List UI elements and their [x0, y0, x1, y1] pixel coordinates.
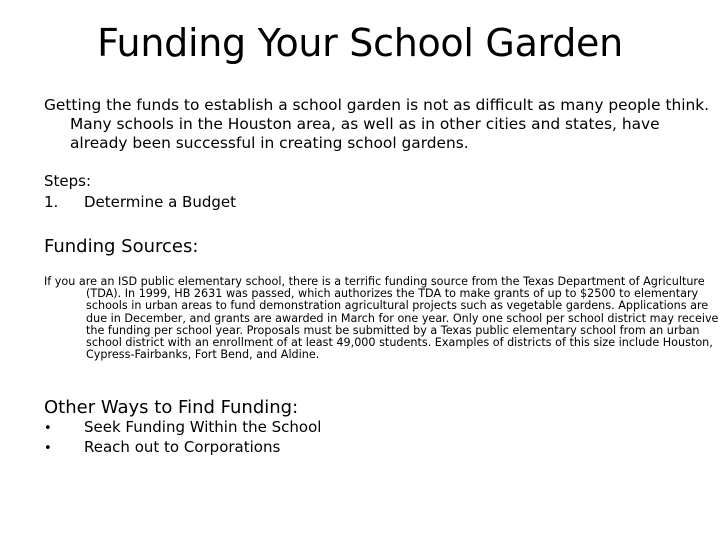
other-ways-heading: Other Ways to Find Funding: — [44, 397, 299, 418]
bullet-text: Reach out to Corporations — [84, 438, 281, 456]
funding-sources-heading: Funding Sources: — [44, 236, 199, 257]
funding-paragraph: If you are an ISD public elementary school, there is a terrific funding source from the Texas Department of Agriculture (TDA). In 1999, HB 2631 was passed, which authorizes the TDA to make grants of up to $2500 to elementary schools in urban areas to fund demonstration agricultural projects such as vegetable gardens. Applications are due in December, and grants are awarded in March for one year. Only one school per school district may receive the funding per school year. Proposals must be submitted by a Texas public elementary school from an urban school district with an enrollment of at least 49,000 students. Examples of districts of this size include Houston, Cypress-Fairbanks, Fort Bend, and Aldine. — [44, 275, 719, 362]
bullet-icon: • — [44, 441, 52, 456]
steps-heading: Steps: — [44, 172, 92, 190]
slide-title: Funding Your School Garden — [97, 21, 623, 65]
bullet-text: Seek Funding Within the School — [84, 418, 322, 436]
bullet-item — [44, 418, 321, 438]
bullet-item — [44, 438, 280, 458]
bullet-icon: • — [44, 421, 52, 436]
step-number: 1. — [44, 193, 59, 211]
step-item — [44, 193, 236, 211]
step-text: Determine a Budget — [84, 193, 236, 211]
intro-paragraph: Getting the funds to establish a school garden is not as difficult as many people think. Many schools in the Houston area, as well as in other cities and states, have already been successful in creating school gardens. — [44, 96, 710, 152]
